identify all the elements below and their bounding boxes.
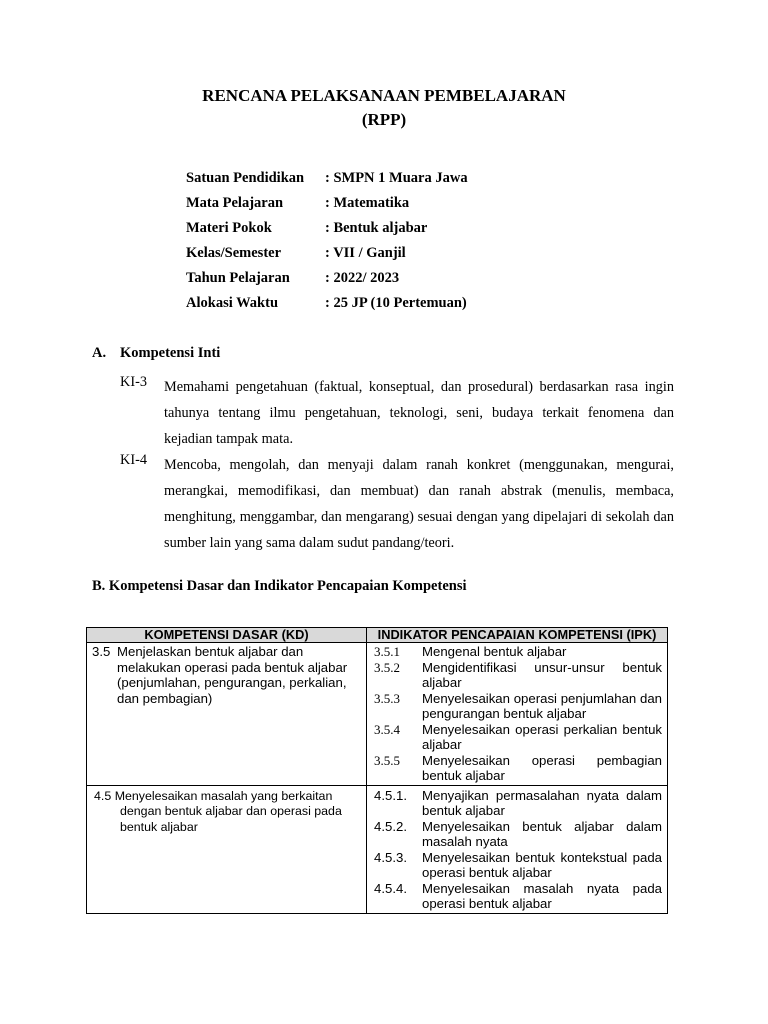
section-a-letter: A. [92,345,107,361]
identity-value: : 25 JP (10 Pertemuan) [325,295,467,311]
identity-value: : Bentuk aljabar [325,220,428,236]
ki-text: Mencoba, mengolah, dan menyaji dalam ranah konkret (menggunakan, mengurai, merangkai, memodifikasi, dan membuat) dan ranah abstrak (menulis, membaca, menghitung, menggambar, dan mengarang) sesuai dengan yang dipelajari di sekolah dan sumber lain yang sama dalam sudut pandang/teori. [164,457,674,551]
table-row [87,643,668,786]
ipk-text: Menyelesaikan operasi pembagian bentuk aljabar [422,752,662,783]
list-item [374,660,662,691]
ipk-text: Menyelesaikan operasi penjumlahan dan pengurangan bentuk aljabar [422,690,662,721]
ipk-list [368,644,666,784]
ipk-text: Menyelesaikan bentuk kontekstual pada operasi bentuk aljabar [422,849,662,880]
ki-text: Memahami pengetahuan (faktual, konseptual, dan prosedural) berdasarkan rasa ingin tahunya tentang ilmu pengetahuan, teknologi, seni, budaya terkait fenomena dan kejadian tampak mata. [164,379,674,447]
section-a-title: Kompetensi Inti [120,345,221,361]
ki-code: KI-3 [120,374,147,390]
identity-row-subject [186,195,468,220]
ipk-text: Mengenal bentuk aljabar [422,644,567,659]
ipk-list [368,787,666,912]
ipk-number: 4.5.4. [374,880,407,896]
ipk-number: 3.5.1 [374,644,400,659]
ki-code: KI-4 [120,452,147,468]
identity-label: Materi Pokok [186,220,272,236]
identity-row-school [186,170,468,195]
ipk-number: 3.5.3 [374,690,400,706]
kd-cell [87,643,367,786]
kd-entry [88,787,365,836]
kd-text-continued: dengan bentuk aljabar dan operasi pada bentuk aljabar [120,804,342,834]
list-item [374,881,662,912]
kd-text: Menyelesaikan masalah yang berkaitan [114,788,333,803]
section-b-heading: B. Kompetensi Dasar dan Indikator Pencapaian Kompetensi [92,578,467,594]
identity-label: Satuan Pendidikan [186,170,305,186]
document-subtitle: (RPP) [361,110,407,129]
section-a-heading [92,345,220,362]
identity-label: Mata Pelajaran [186,195,284,211]
ki-4-paragraph [120,452,674,556]
header-ipk: INDIKATOR PENCAPAIAN KOMPETENSI (IPK) [367,628,668,643]
list-item [374,753,662,784]
ipk-text: Menyelesaikan operasi perkalian bentuk aljabar [422,721,662,752]
kd-ipk-table [86,627,668,914]
list-item [374,691,662,722]
identity-value: : 2022/ 2023 [325,270,400,286]
list-item [374,644,662,660]
identity-row-year [186,270,468,295]
ipk-text: Menyajikan permasalahan nyata dalam bentuk aljabar [422,787,662,818]
list-item [374,850,662,881]
ki-3-paragraph [120,374,674,452]
kd-cell [87,785,367,913]
ipk-number: 3.5.4 [374,721,400,737]
kd-number: 4.5 [94,788,112,803]
identity-row-time [186,295,468,320]
identity-value: : Matematika [325,195,410,211]
ipk-cell [367,785,668,913]
ipk-number: 4.5.3. [374,849,407,865]
identity-label: Kelas/Semester [186,245,282,261]
kd-line [94,789,361,805]
ipk-cell [367,643,668,786]
ipk-text: Menyelesaikan masalah nyata pada operasi bentuk aljabar [422,880,662,911]
list-item [374,788,662,819]
ipk-number: 4.5.2. [374,818,407,834]
table-row [87,785,668,913]
identity-label: Tahun Pelajaran [186,270,290,286]
ipk-number: 3.5.5 [374,752,400,768]
kd-text: Menjelaskan bentuk aljabar dan melakukan operasi pada bentuk aljabar (penjumlahan, pengurangan, perkalian, dan pembagian) [117,644,348,706]
kd-number: 3.5 [92,644,111,659]
table-header-row [87,628,668,643]
kd-entry [88,644,365,706]
ipk-number: 4.5.1. [374,787,407,803]
list-item [374,722,662,753]
identity-row-topic [186,220,468,245]
list-item [374,819,662,850]
identity-row-class [186,245,468,270]
identity-value: : SMPN 1 Muara Jawa [325,170,468,186]
document-title: RENCANA PELAKSANAAN PEMBELAJARAN [202,86,566,105]
identity-block [186,170,468,320]
header-kd: KOMPETENSI DASAR (KD) [87,628,367,643]
ipk-text: Mengidentifikasi unsur-unsur bentuk aljabar [422,659,662,690]
ipk-text: Menyelesaikan bentuk aljabar dalam masalah nyata [422,818,662,849]
identity-value: : VII / Ganjil [325,245,406,261]
identity-label: Alokasi Waktu [186,295,279,311]
ipk-number: 3.5.2 [374,659,400,675]
